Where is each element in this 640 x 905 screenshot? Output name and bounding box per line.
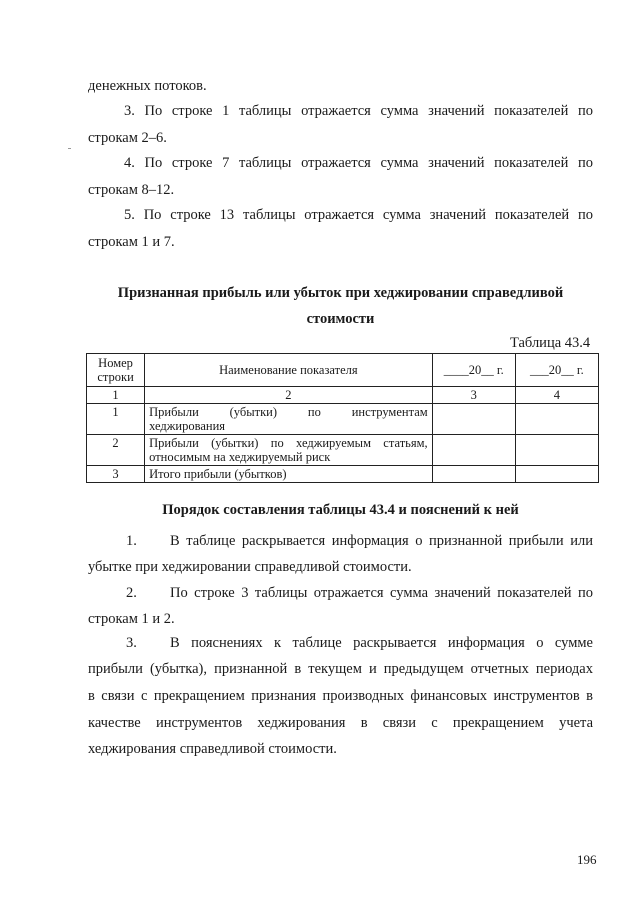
subsection-heading: Порядок составления таблицы 43.4 и пояснений к ней [162, 502, 519, 518]
paragraph-line: строкам 1 и 7. [88, 234, 175, 250]
indicator-name-line: Прибыли (убытки) по хеджируемым статьям, [149, 436, 428, 450]
paragraph-line: По строке 3 таблицы отражается сумма значений показателей по [170, 585, 593, 601]
paragraph-line: хеджирования справедливой стоимости. [88, 741, 337, 757]
value-cell [432, 435, 515, 466]
item-number: 2. [126, 585, 137, 601]
header-year-2: ___20__ г. [515, 354, 598, 387]
section-heading: стоимости [306, 311, 375, 327]
indicator-name-line: относимым на хеджируемый риск [149, 450, 331, 464]
table-header-row [87, 354, 599, 387]
value-cell [515, 466, 598, 483]
value-cell [515, 435, 598, 466]
item-number: 3. [126, 635, 137, 651]
paragraph-line: 3. По строке 1 таблицы отражается сумма значений показателей по [124, 103, 593, 119]
column-number: 4 [515, 387, 598, 404]
value-cell [432, 466, 515, 483]
paragraph-line: в связи с прекращением признания производных финансовых инструментов в [88, 688, 593, 704]
item-number: 1. [126, 533, 137, 549]
paragraph-line: строкам 1 и 2. [88, 611, 175, 627]
row-number: 1 [87, 404, 145, 435]
table-caption: Таблица 43.4 [510, 335, 591, 351]
indicator-name-line: хеджирования [149, 419, 226, 433]
table-row [87, 466, 599, 483]
header-indicator-name: Наименование показателя [145, 354, 433, 387]
header-year-1: ____20__ г. [432, 354, 515, 387]
indicator-name [145, 404, 433, 435]
row-number: 3 [87, 466, 145, 483]
paragraph-line: строкам 8–12. [88, 182, 175, 198]
paragraph-line: убытке при хеджировании справедливой стоимости. [88, 559, 412, 575]
paragraph-line: 4. По строке 7 таблицы отражается сумма значений показателей по [124, 155, 593, 171]
table-row [87, 435, 599, 466]
section-heading: Признанная прибыль или убыток при хеджировании справедливой [117, 285, 564, 301]
scan-mark [68, 148, 71, 149]
page-number: 196 [577, 852, 597, 867]
value-cell [432, 404, 515, 435]
indicator-name [145, 435, 433, 466]
indicator-name: Итого прибыли (убытков) [145, 466, 433, 483]
row-number: 2 [87, 435, 145, 466]
column-number: 1 [87, 387, 145, 404]
indicator-name-line: Прибыли (убытки) по инструментам [149, 405, 428, 419]
paragraph-line: денежных потоков. [88, 78, 207, 94]
column-number: 2 [145, 387, 433, 404]
paragraph-line: строкам 2–6. [88, 130, 167, 146]
header-row-number: Номер строки [87, 354, 145, 387]
paragraph-line: прибыли (убытка), признанной в текущем и предыдущем отчетных периодах [88, 661, 593, 677]
table-numbering-row [87, 387, 599, 404]
paragraph-line: В таблице раскрывается информация о признанной прибыли или [170, 533, 593, 549]
paragraph-line: 5. По строке 13 таблицы отражается сумма значений показателей по [124, 207, 593, 223]
value-cell [515, 404, 598, 435]
paragraph-line: В пояснениях к таблице раскрывается информация о сумме [170, 635, 593, 651]
column-number: 3 [432, 387, 515, 404]
paragraph-line: качестве инструментов хеджирования в связи с прекращением учета [88, 715, 593, 731]
indicators-table [86, 353, 599, 483]
table-row [87, 404, 599, 435]
